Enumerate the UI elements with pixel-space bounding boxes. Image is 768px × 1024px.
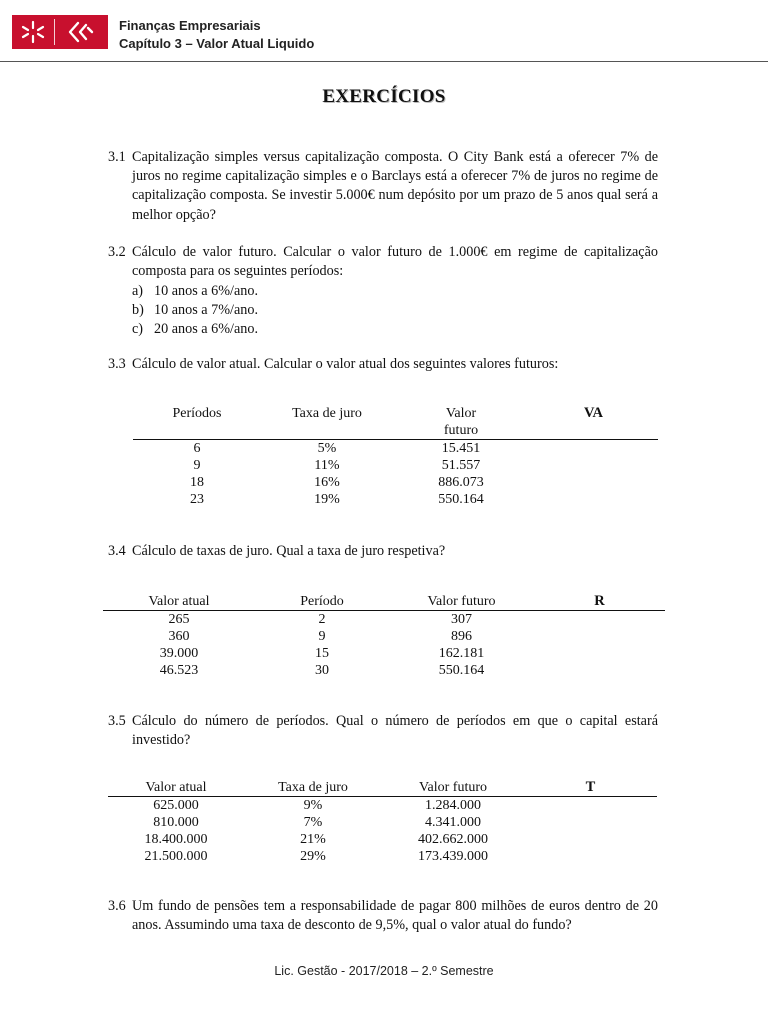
table-row: 21.500.000 29% 173.439.000 bbox=[144, 849, 488, 864]
exercise-text: Cálculo de valor atual. Calcular o valor atual dos seguintes valores futuros: bbox=[132, 356, 559, 372]
exercise-3-1 bbox=[108, 148, 660, 228]
table-row: 625.000 9% 1.284.000 bbox=[153, 798, 481, 813]
column-header: Períodos bbox=[172, 406, 222, 421]
column-header: T bbox=[585, 779, 596, 795]
logo-separator bbox=[54, 19, 55, 45]
column-header: Valor atual bbox=[145, 780, 207, 795]
table-row: 9 11% 51.557 bbox=[193, 458, 481, 473]
table-row: 39.000 15 162.181 bbox=[159, 646, 485, 661]
list-item: b) 10 anos a 7%/ano. bbox=[132, 302, 259, 318]
exercise-text: Cálculo de valor futuro. Calcular o valor futuro de 1.000€ em regime de capitalização composta para os seguintes períodos: bbox=[132, 244, 658, 280]
table-header-row bbox=[133, 405, 658, 440]
column-header: VA bbox=[583, 405, 604, 421]
table-row: 360 9 896 bbox=[168, 629, 472, 644]
periods-table bbox=[108, 779, 657, 865]
exercise-text: Cálculo de taxas de juro. Qual a taxa de juro respetiva? bbox=[132, 543, 446, 559]
exercise-3-3 bbox=[108, 355, 660, 375]
exercise-3-2 bbox=[108, 243, 660, 283]
column-header: Valor futuro bbox=[427, 594, 496, 609]
page-title: EXERCÍCIOS bbox=[322, 86, 446, 107]
header-divider bbox=[0, 61, 768, 62]
document-header bbox=[119, 17, 314, 53]
exercise-text: Um fundo de pensões tem a responsabilidade de pagar 800 milhões de euros dentro de 20 anos. Assumindo uma taxa de desconto de 9,5%, qual o valor atual do fundo? bbox=[132, 898, 658, 934]
exercise-number: 3.5 bbox=[108, 713, 126, 729]
exercise-number: 3.2 bbox=[108, 244, 126, 260]
exercise-text: Cálculo do número de períodos. Qual o número de períodos em que o capital estará investido? bbox=[132, 713, 658, 749]
exercise-number: 3.3 bbox=[108, 356, 126, 372]
column-header: Valor futuro bbox=[418, 780, 488, 795]
interest-rate-table bbox=[103, 593, 665, 679]
table-row: 46.523 30 550.164 bbox=[159, 663, 485, 678]
column-header: Valor futuro bbox=[443, 406, 479, 438]
table-row: 23 19% 550.164 bbox=[190, 492, 484, 507]
list-item: c) 20 anos a 6%/ano. bbox=[132, 321, 259, 337]
table-row: 810.000 7% 4.341.000 bbox=[153, 815, 481, 830]
table-header-row bbox=[103, 593, 665, 611]
exercise-3-4 bbox=[108, 542, 660, 562]
column-header: Valor atual bbox=[148, 594, 210, 609]
column-header: R bbox=[594, 593, 605, 609]
university-logo bbox=[12, 15, 108, 49]
column-header: Taxa de juro bbox=[292, 406, 362, 421]
course-name: Finanças Empresariais bbox=[119, 18, 261, 33]
school-emblem-icon bbox=[64, 19, 98, 45]
present-value-table bbox=[133, 405, 658, 508]
exercise-number: 3.1 bbox=[108, 149, 126, 165]
exercise-3-6 bbox=[108, 897, 660, 937]
table-row: 265 2 307 bbox=[168, 612, 472, 627]
chapter-name: Capítulo 3 – Valor Atual Liquido bbox=[119, 36, 315, 51]
table-row: 18.400.000 21% 402.662.000 bbox=[144, 832, 488, 847]
table-header-row bbox=[108, 779, 657, 797]
star-emblem-icon bbox=[19, 19, 47, 45]
exercise-number: 3.6 bbox=[108, 898, 126, 914]
exercise-3-5 bbox=[108, 712, 660, 752]
table-row: 18 16% 886.073 bbox=[190, 475, 484, 490]
exercise-number: 3.4 bbox=[108, 543, 126, 559]
column-header: Período bbox=[300, 594, 344, 609]
page-footer: Lic. Gestão - 2017/2018 – 2.º Semestre bbox=[274, 964, 494, 978]
list-item: a) 10 anos a 6%/ano. bbox=[132, 283, 259, 299]
table-row: 6 5% 15.451 bbox=[193, 441, 481, 456]
exercise-text: Capitalização simples versus capitalização composta. O City Bank está a oferecer 7% de juros no regime capitalização simples e o Barclays está a oferecer 7% de juros no regime de capitalização composta. Se investir 5.000€ num depósito por um prazo de 5 anos qual será a melhor opção? bbox=[132, 149, 658, 223]
column-header: Taxa de juro bbox=[278, 780, 348, 795]
